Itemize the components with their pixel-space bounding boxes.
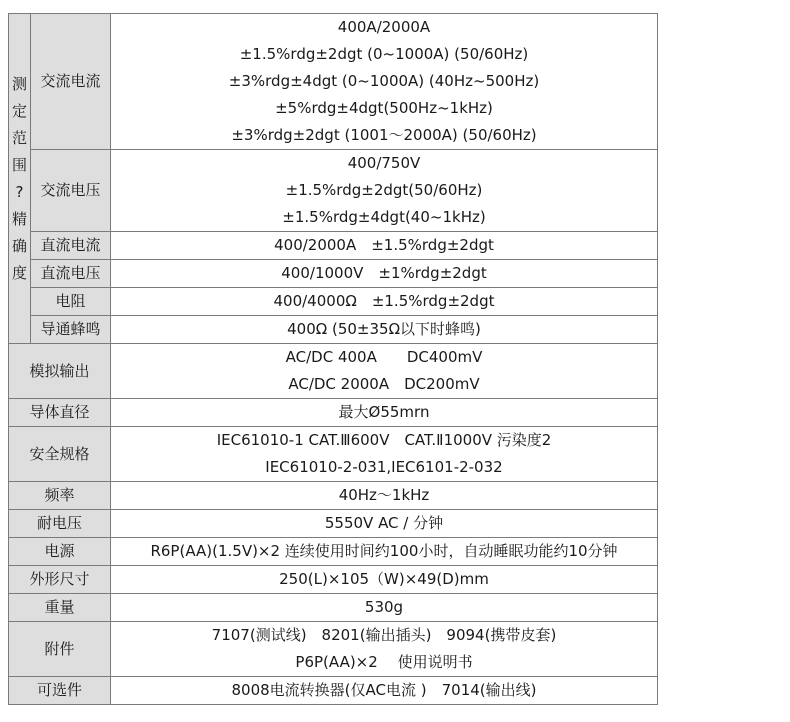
table-row — [9, 482, 658, 510]
spec-value — [111, 622, 658, 677]
spec-label-text: 电源 — [44, 542, 75, 560]
spec-label — [9, 482, 111, 510]
table-row — [9, 510, 658, 538]
spec-value — [111, 677, 658, 705]
spec-label-text: 附件 — [44, 639, 75, 658]
spec-label-text: 导体直径 — [29, 403, 90, 421]
spec-label-text: 导通蜂鸣 — [40, 320, 101, 338]
table-row — [9, 316, 658, 344]
spec-label — [31, 232, 111, 260]
spec-value — [111, 14, 658, 150]
spec-value — [111, 510, 658, 538]
spec-label — [9, 399, 111, 427]
spec-label — [31, 316, 111, 344]
table-row — [9, 566, 658, 594]
table-row — [9, 677, 658, 705]
spec-value-line: 7107(测试线) 8201(输出插头) 9094(携带皮套) — [211, 626, 557, 644]
group-label-char: 确 — [11, 236, 27, 255]
spec-value-line: ±5%rdg±4dgt(500Hz~1kHz) — [275, 99, 493, 117]
spec-label-text: 模拟输出 — [29, 361, 90, 380]
spec-label-text: 重量 — [44, 598, 75, 616]
table-row — [9, 288, 658, 316]
spec-value — [111, 232, 658, 260]
table-row — [9, 232, 658, 260]
spec-value-line: 400/2000A ±1.5%rdg±2dgt — [274, 236, 494, 254]
spec-value-line: 400/1000V ±1%rdg±2dgt — [281, 264, 487, 282]
spec-value-line: P6P(AA)×2 使用说明书 — [295, 653, 473, 671]
spec-value — [111, 344, 658, 399]
table-row — [9, 150, 658, 232]
table-row — [9, 399, 658, 427]
spec-label — [9, 427, 111, 482]
spec-label-text: 电阻 — [55, 292, 86, 310]
group-label-char: 测 — [11, 74, 27, 93]
spec-value — [111, 538, 658, 566]
spec-value — [111, 594, 658, 622]
table-row — [9, 538, 658, 566]
spec-value-line: R6P(AA)(1.5V)×2 连续使用时间约100小时，自动睡眠功能约10分钟 — [150, 542, 618, 560]
spec-label — [31, 14, 111, 150]
spec-value — [111, 316, 658, 344]
spec-value-line: ±3%rdg±2dgt (1001～2000A) (50/60Hz) — [231, 126, 537, 144]
spec-value — [111, 288, 658, 316]
spec-label-text: 直流电流 — [40, 236, 101, 254]
spec-value-line: IEC61010-2-031,IEC6101-2-032 — [265, 458, 503, 476]
spec-label — [9, 566, 111, 594]
spec-value-line: AC/DC 400A DC400mV — [285, 348, 483, 366]
spec-value-line: 5550V AC / 分钟 — [324, 514, 444, 532]
group-label-char: 精 — [11, 209, 27, 228]
spec-label — [31, 288, 111, 316]
spec-label — [31, 260, 111, 288]
spec-label — [9, 344, 111, 399]
table-row — [9, 260, 658, 288]
spec-label-text: 安全规格 — [29, 444, 90, 463]
spec-value — [111, 427, 658, 482]
spec-value-line: 400/750V — [347, 154, 421, 172]
spec-label-text: 直流电压 — [40, 264, 101, 282]
group-label-char: ? — [15, 182, 24, 201]
spec-value-line: 400A/2000A — [337, 18, 431, 36]
spec-label-text: 可选件 — [36, 681, 82, 699]
group-label-char: 度 — [11, 263, 27, 282]
spec-label-text: 交流电压 — [40, 181, 101, 199]
group-label-char: 定 — [11, 101, 27, 120]
spec-label — [9, 510, 111, 538]
spec-value — [111, 260, 658, 288]
spec-value-line: 250(L)×105（W)×49(D)mm — [279, 570, 489, 588]
spec-value-line: ±1.5%rdg±2dgt (0~1000A) (50/60Hz) — [239, 45, 529, 63]
spec-label — [9, 594, 111, 622]
spec-value — [111, 566, 658, 594]
table-row — [9, 14, 658, 150]
spec-label-text: 耐电压 — [36, 514, 82, 532]
spec-value-line: 400Ω (50±35Ω以下时蜂鸣) — [287, 320, 481, 338]
spec-value-line: AC/DC 2000A DC200mV — [288, 375, 480, 393]
table-row — [9, 594, 658, 622]
spec-label — [9, 677, 111, 705]
spec-value-line: 40Hz～1kHz — [338, 486, 430, 504]
spec-label — [9, 622, 111, 677]
table-row — [9, 427, 658, 482]
spec-label-text: 频率 — [44, 486, 75, 504]
spec-table-body — [9, 14, 658, 705]
spec-table — [8, 13, 658, 705]
table-row — [9, 344, 658, 399]
spec-label-text: 交流电流 — [40, 72, 101, 90]
group-label-measurement-accuracy — [9, 14, 31, 344]
spec-label — [31, 150, 111, 232]
spec-value-line: ±1.5%rdg±2dgt(50/60Hz) — [285, 181, 483, 199]
group-label-char: 围 — [11, 155, 27, 174]
spec-value-line: IEC61010-1 CAT.Ⅲ600V CAT.Ⅱ1000V 污染度2 — [216, 431, 552, 449]
table-row — [9, 622, 658, 677]
spec-value — [111, 399, 658, 427]
spec-value — [111, 150, 658, 232]
spec-label-text: 外形尺寸 — [29, 570, 90, 588]
spec-label — [9, 538, 111, 566]
spec-value-line: 8008电流转换器(仅AC电流 ) 7014(输出线) — [231, 681, 537, 699]
spec-value-line: 530g — [364, 598, 404, 616]
spec-value — [111, 482, 658, 510]
spec-value-line: ±1.5%rdg±4dgt(40~1kHz) — [282, 208, 486, 226]
spec-value-line: 最大Ø55mrn — [338, 403, 430, 421]
spec-value-line: 400/4000Ω ±1.5%rdg±2dgt — [273, 292, 495, 310]
spec-value-line: ±3%rdg±4dgt (0~1000A) (40Hz~500Hz) — [228, 72, 540, 90]
group-label-char: 范 — [11, 128, 27, 147]
